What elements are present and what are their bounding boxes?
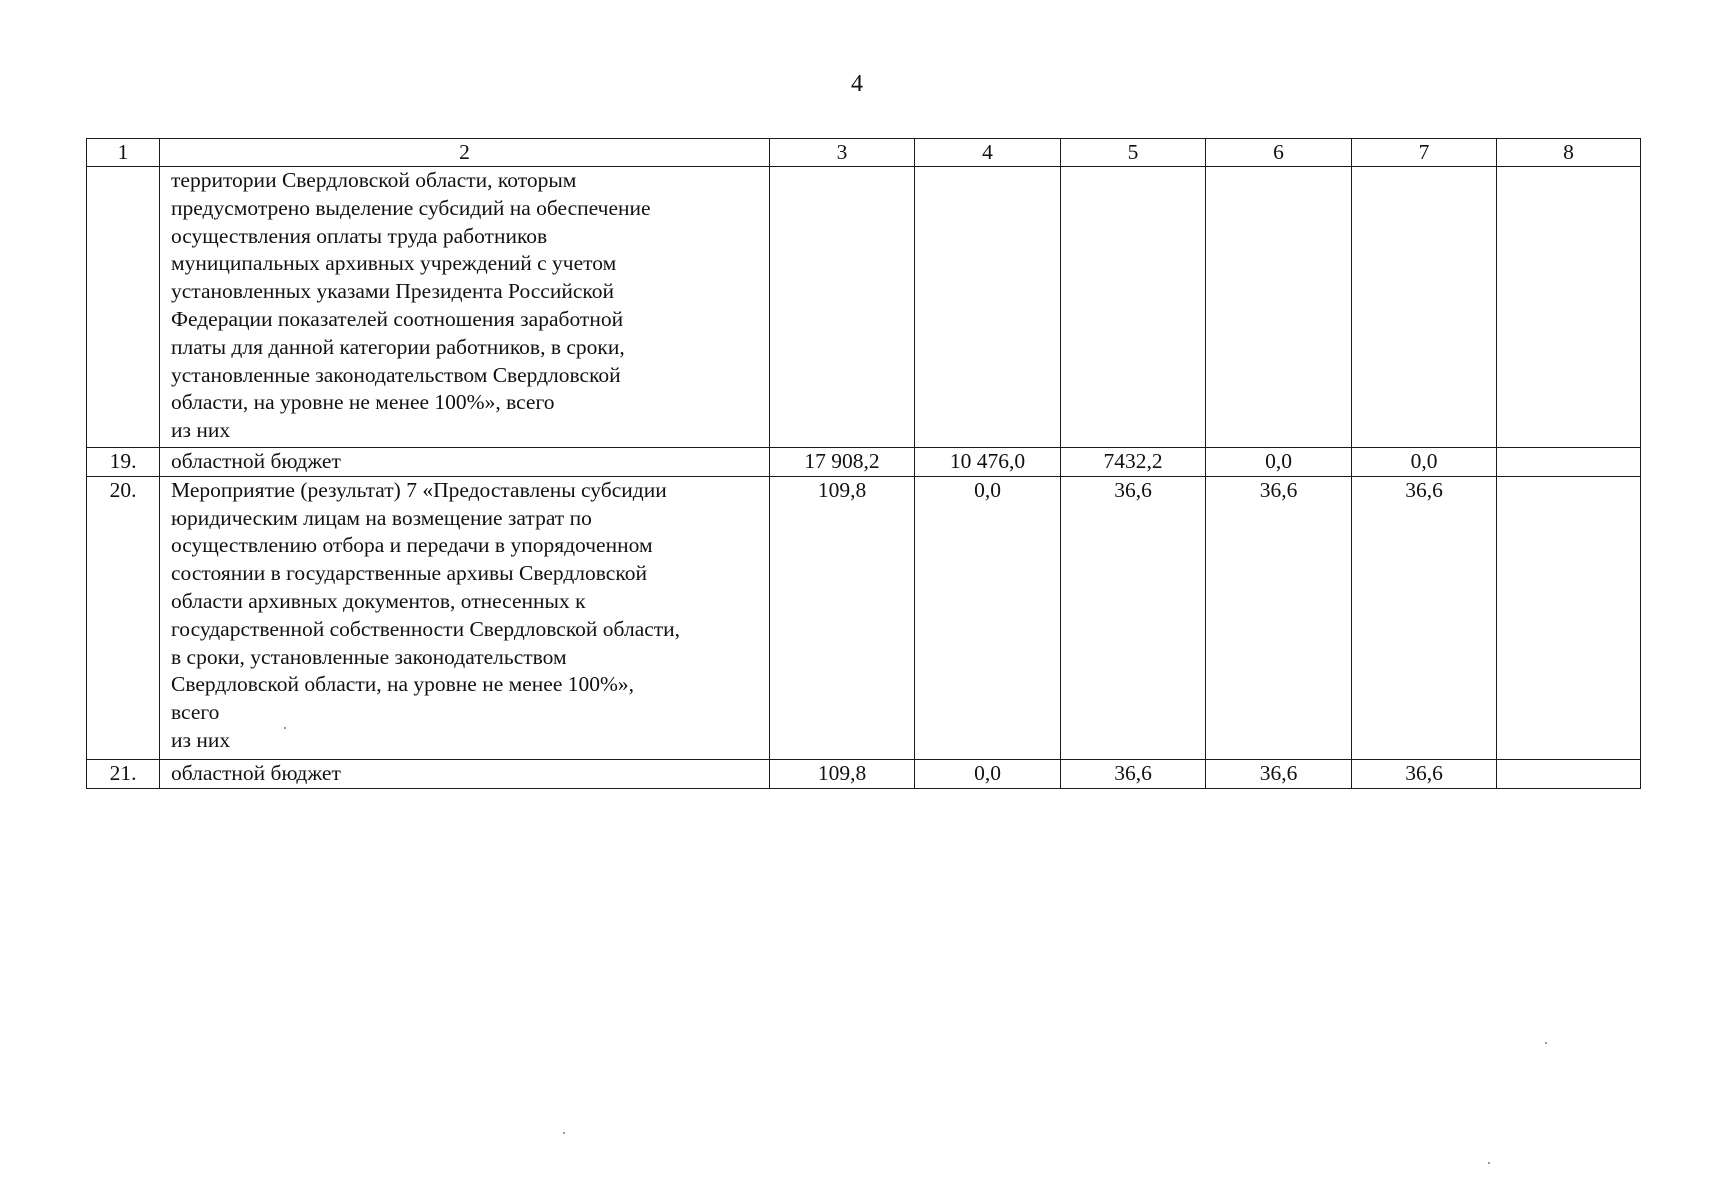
value-cell: 109,8 — [770, 476, 915, 759]
scan-speck — [563, 1132, 565, 1134]
scan-speck — [284, 727, 286, 729]
header-cell-7: 7 — [1352, 139, 1497, 167]
page-number: 4 — [851, 71, 863, 97]
header-cell-3: 3 — [770, 139, 915, 167]
header-cell-5: 5 — [1061, 139, 1206, 167]
scan-speck — [1488, 1162, 1490, 1164]
value-cell: 109,8 — [770, 759, 915, 788]
header-cell-1: 1 — [87, 139, 160, 167]
table-row — [87, 759, 1641, 788]
table-row — [87, 167, 1641, 448]
table-row — [87, 448, 1641, 477]
value-cell: 7432,2 — [1061, 448, 1206, 477]
value-cell — [1497, 167, 1641, 448]
scan-speck — [1545, 1042, 1547, 1044]
value-cell: 36,6 — [1206, 476, 1352, 759]
value-cell — [1497, 476, 1641, 759]
row-description: территории Свердловской области, которым предусмотрено выделение субсидий на обеспечение осуществления оплаты труда работников муниципальных архивных учреждений с учетом установленных указами Президента Российской Федерации показателей соотношения заработной платы для данной категории работников, в сроки, установленные законодательством Свердловской области, на уровне не менее 100%», всего из них — [160, 167, 770, 448]
value-cell — [1497, 759, 1641, 788]
table-row — [87, 476, 1641, 759]
header-cell-2: 2 — [160, 139, 770, 167]
row-number: 19. — [87, 448, 160, 477]
value-cell: 17 908,2 — [770, 448, 915, 477]
value-cell: 10 476,0 — [915, 448, 1061, 477]
value-cell — [915, 167, 1061, 448]
value-cell — [770, 167, 915, 448]
budget-table — [86, 138, 1641, 789]
value-cell — [1061, 167, 1206, 448]
row-description: Мероприятие (результат) 7 «Предоставлены субсидии юридическим лицам на возмещение затрат по осуществлению отбора и передачи в упорядоченном состоянии в государственные архивы Свердловской области архивных документов, отнесенных к государственной собственности Свердловской области, в сроки, установленные законодательством Свердловской области, на уровне не менее 100%», всего из них — [160, 476, 770, 759]
value-cell — [1497, 448, 1641, 477]
value-cell — [1352, 167, 1497, 448]
row-description: областной бюджет — [160, 759, 770, 788]
value-cell: 0,0 — [915, 476, 1061, 759]
header-cell-6: 6 — [1206, 139, 1352, 167]
header-row — [87, 139, 1641, 167]
value-cell: 0,0 — [915, 759, 1061, 788]
row-number — [87, 167, 160, 448]
row-number: 21. — [87, 759, 160, 788]
value-cell — [1206, 167, 1352, 448]
value-cell: 36,6 — [1206, 759, 1352, 788]
row-number: 20. — [87, 476, 160, 759]
value-cell: 0,0 — [1206, 448, 1352, 477]
value-cell: 36,6 — [1061, 759, 1206, 788]
header-cell-4: 4 — [915, 139, 1061, 167]
value-cell: 36,6 — [1352, 476, 1497, 759]
value-cell: 36,6 — [1061, 476, 1206, 759]
row-description: областной бюджет — [160, 448, 770, 477]
value-cell: 36,6 — [1352, 759, 1497, 788]
value-cell: 0,0 — [1352, 448, 1497, 477]
header-cell-8: 8 — [1497, 139, 1641, 167]
